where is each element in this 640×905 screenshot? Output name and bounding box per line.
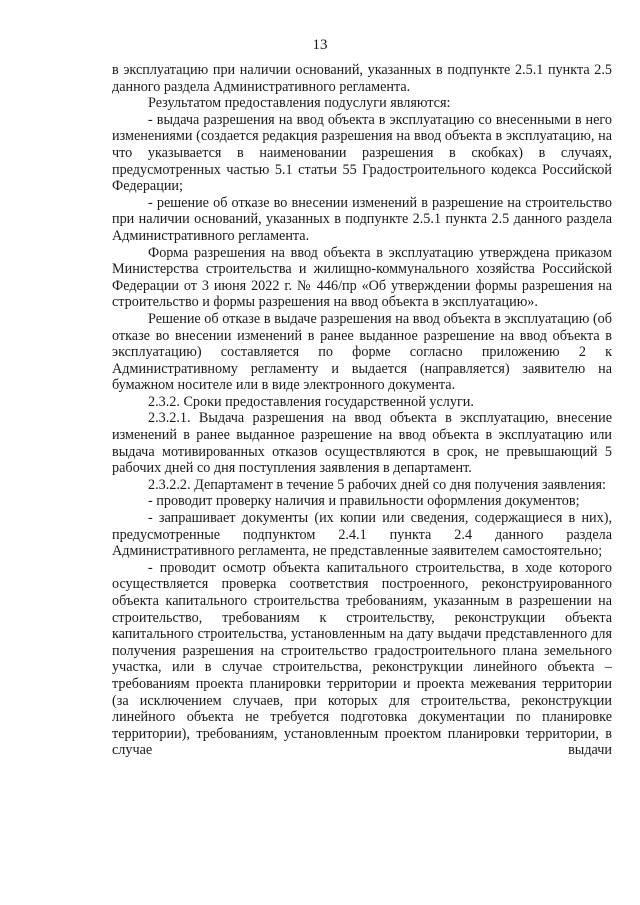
paragraph-12: - проводит осмотр объекта капитального строительства, в ходе которого осуществляется проверка соответствия построенного, реконструированного объекта капитального строительства требованиям, указанным в разрешении на строительство, требованиям к строительству, реконструкции объекта капитального строительства, установленным на дату выдачи представленного для получения разрешения на строительство градостроительного плана земельного участка, или в случае строительства, реконструкции линейного объекта – требованиям проекта планировки территории и проекта межевания территории (за исключением случаев, при которых для строительства, реконструкции линейного объекта не требуется подготовка документации по планировке территории), требованиям, установленным проектом планировки территории, в случае выдачи	[112, 559, 612, 759]
page-number: 13	[312, 37, 328, 53]
paragraph-7: 2.3.2. Сроки предоставления государственной услуги.	[148, 393, 474, 410]
document-body	[112, 62, 612, 759]
paragraph-5: Форма разрешения на ввод объекта в эксплуатацию утверждена приказом Министерства строительства и жилищно-коммунального хозяйства Российской Федерации от 3 июня 2022 г. № 446/пр «Об утверждении формы разрешения на строительство и формы разрешения на ввод объекта в эксплуатацию».	[112, 244, 612, 311]
paragraph-3: - выдача разрешения на ввод объекта в эксплуатацию со внесенными в него изменениями (создается редакция разрешения на ввод объекта в эксплуатацию, на что указывается в наименовании разрешения в скобках) в случаях, предусмотренных частью 5.1 статьи 55 Градостроительного кодекса Российской Федерации;	[112, 111, 612, 195]
paragraph-2: Результатом предоставления подуслуги являются:	[148, 95, 451, 112]
paragraph-4: - решение об отказе во внесении изменений в разрешение на строительство при наличии оснований, указанных в подпункте 2.5.1 пункта 2.5 данного раздела Административного регламента.	[112, 194, 612, 244]
paragraph-1: в эксплуатацию при наличии оснований, указанных в подпункте 2.5.1 пункта 2.5 данного раздела Административного регламента.	[112, 62, 612, 95]
paragraph-8: 2.3.2.1. Выдача разрешения на ввод объекта в эксплуатацию, внесение изменений в ранее выданное разрешение на ввод объекта в эксплуатацию или выдача мотивированных отказов осуществляются в срок, не превышающий 5 рабочих дней со дня поступления заявления в департамент.	[112, 410, 612, 477]
paragraph-11: - запрашивает документы (их копии или сведения, содержащиеся в них), предусмотренные подпунктом 2.4.1 пункта 2.4 данного раздела Административного регламента, не представленные заявителем самостоятельно;	[112, 510, 612, 560]
paragraph-10: - проводит проверку наличия и правильности оформления документов;	[148, 493, 580, 510]
paragraph-9: 2.3.2.2. Департамент в течение 5 рабочих дней со дня получения заявления:	[148, 476, 606, 493]
paragraph-6: Решение об отказе в выдаче разрешения на ввод объекта в эксплуатацию (об отказе во внесении изменений в ранее выданное разрешение на ввод объекта в эксплуатацию) составляется по форме согласно приложению 2 к Административному регламенту и выдается (направляется) заявителю на бумажном носителе или в виде электронного документа.	[112, 310, 612, 394]
